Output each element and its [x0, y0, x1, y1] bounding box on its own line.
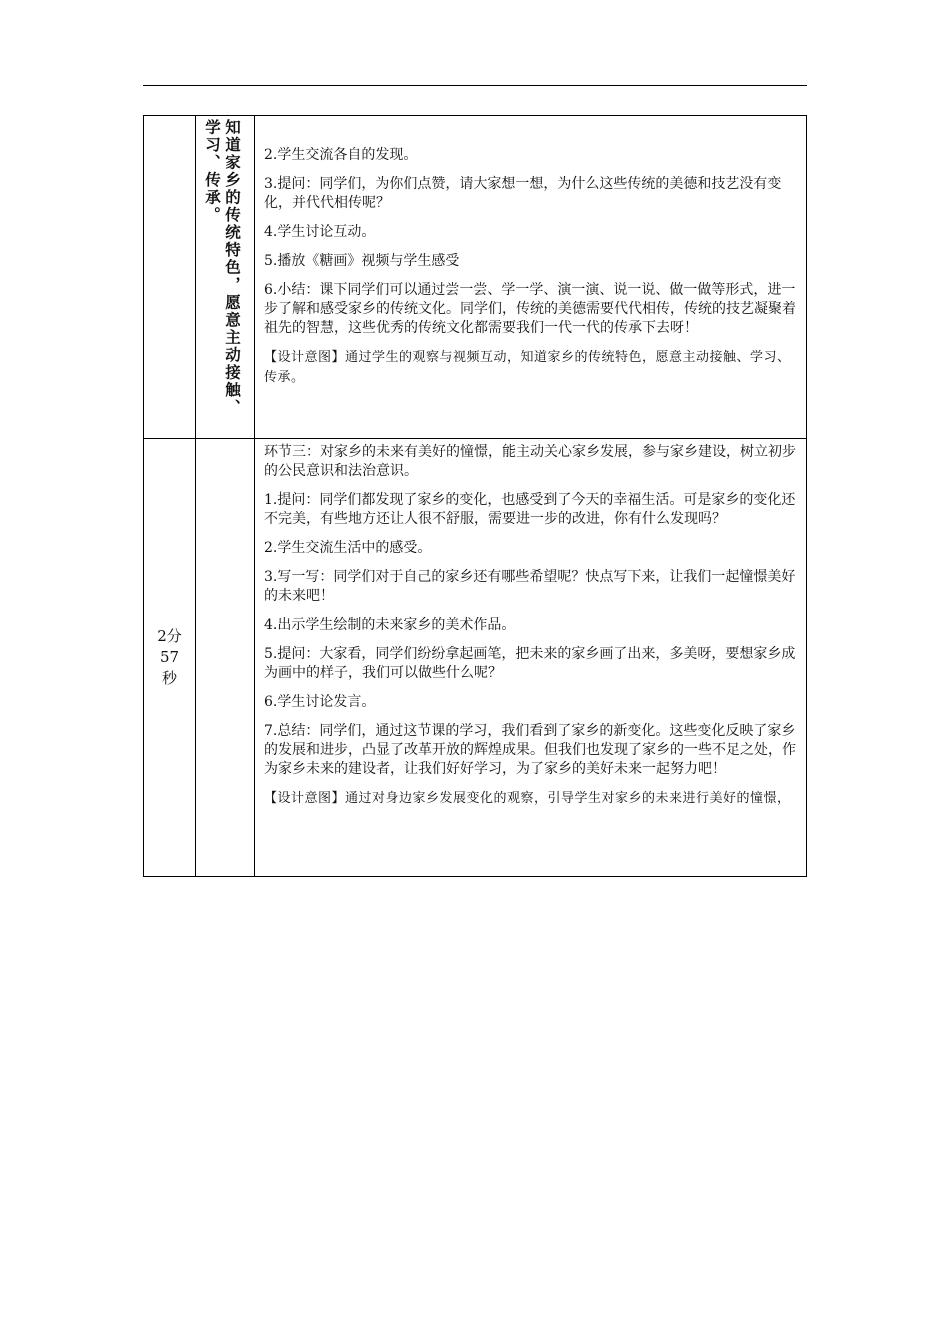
design-intent: 【设计意图】通过学生的观察与视频互动，知道家乡的传统特色，愿意主动接触、学习、传承。 [264, 350, 791, 385]
goal-cell [196, 439, 255, 877]
content-paragraph: 4.学生讨论互动。 [264, 224, 376, 240]
content-paragraph: 2.学生交流生活中的感受。 [264, 540, 432, 556]
content-paragraph: 5.提问：大家看，同学们纷纷拿起画笔，把未来的家乡画了出来，多美呀，要想家乡成为画中的样子，我们可以做些什么呢？ [264, 646, 796, 681]
content-paragraph: 6.学生讨论发言。 [264, 694, 376, 710]
content-paragraph: 3.提问：同学们，为你们点赞，请大家想一想，为什么这些传统的美德和技艺没有变化，并代代相传呢？ [264, 176, 782, 211]
time-seconds-value: 57 [159, 648, 180, 666]
table-row [144, 439, 807, 877]
content-paragraph: 7.总结：同学们，通过这节课的学习，我们看到了家乡的新变化。这些变化反映了家乡的发展和进步，凸显了改革开放的辉煌成果。但我们也发现了家乡的一些不足之处，作为家乡未来的建设者，让我们好好学习，为了家乡的美好未来一起努力吧！ [264, 723, 796, 777]
content-paragraph: 2.学生交流各自的发现。 [264, 147, 418, 163]
time-cell [144, 439, 196, 877]
design-intent: 【设计意图】通过对身边家乡发展变化的观察，引导学生对家乡的未来进行美好的憧憬， [264, 791, 791, 806]
content-paragraph: 5.播放《糖画》视频与学生感受 [264, 253, 460, 269]
content-cell [255, 116, 807, 439]
goal-text: 知道家乡的传统特色，愿意主动接触、学习、传承。 [203, 119, 241, 417]
time-cell [144, 116, 196, 439]
content-cell [255, 439, 807, 877]
lesson-table [143, 115, 807, 877]
content-paragraph: 环节三：对家乡的未来有美好的憧憬，能主动关心家乡发展，参与家乡建设，树立初步的公民意识和法治意识。 [264, 444, 796, 479]
content-paragraph: 6.小结：课下同学们可以通过尝一尝、学一学、演一演、说一说、做一做等形式，进一步了解和感受家乡的传统文化。同学们，传统的美德需要代代相传，传统的技艺凝聚着祖先的智慧，这些优秀的传统文化都需要我们一代一代的传承下去呀！ [264, 282, 796, 336]
table-row [144, 116, 807, 439]
goal-cell [196, 116, 255, 439]
header-rule [143, 85, 807, 86]
time-minutes: 2分 [157, 627, 182, 645]
content-paragraph: 4.出示学生绘制的未来家乡的美术作品。 [264, 617, 516, 633]
time-seconds-unit: 秒 [161, 669, 177, 687]
content-paragraph: 3.写一写：同学们对于自己的家乡还有哪些希望呢？快点写下来，让我们一起憧憬美好的未来吧！ [264, 569, 796, 604]
content-paragraph: 1.提问：同学们都发现了家乡的变化，也感受到了今天的幸福生活。可是家乡的变化还不完美，有些地方还让人很不舒服，需要进一步的改进，你有什么发现吗？ [264, 492, 796, 527]
